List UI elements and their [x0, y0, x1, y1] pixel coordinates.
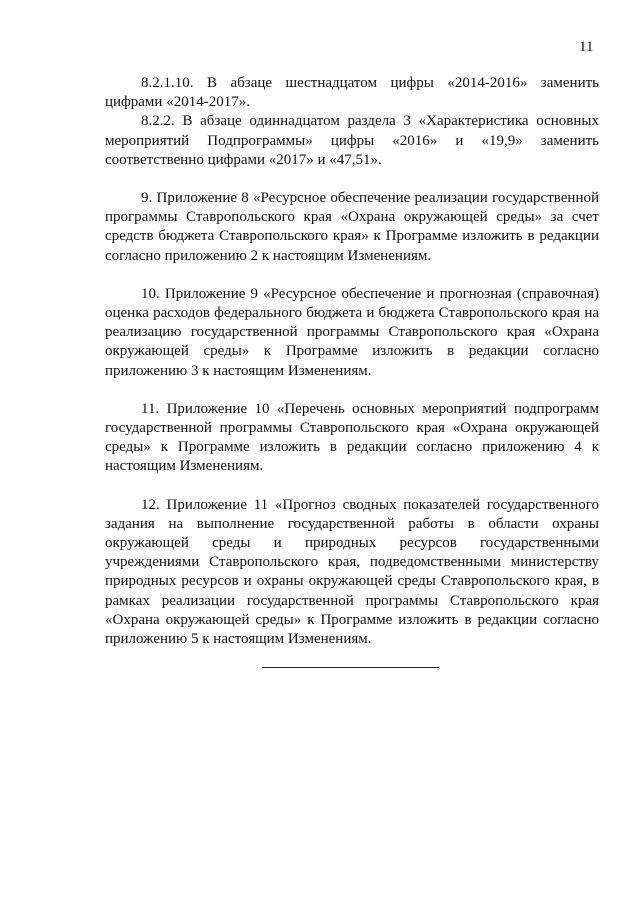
paragraph-12: 12. Приложение 11 «Прогноз сводных показателей государственного задания на выполнение государственной работы в области охраны окружающей среды и природных ресурсов государственными учреждениями Ставропольского края, подведомственными министерству природных ресурсов и охраны окружающей среды Ставропольского края, в рамках реализации государственной программы Ставропольского края «Охрана окружающей среды» к Программе изложить в редакции согласно приложению 5 к настоящим Изменениям. — [105, 496, 599, 648]
closing-divider — [262, 667, 439, 668]
page-number: 11 — [579, 39, 594, 55]
paragraph-8-2-1-10: 8.2.1.10. В абзаце шестнадцатом цифры «2014-2016» заменить цифрами «2014-2017». — [105, 75, 599, 111]
paragraph-9: 9. Приложение 8 «Ресурсное обеспечение реализации государственной программы Ставропольского края «Охрана окружающей среды» за счет средств бюджета Ставропольского края» к Программе изложить в редакции согласно приложению 2 к настоящим Изменениям. — [105, 190, 599, 264]
document-body — [105, 74, 599, 649]
paragraph-10: 10. Приложение 9 «Ресурсное обеспечение и прогнозная (справочная) оценка расходов федерального бюджета и бюджета Ставропольского края на реализацию государственной программы Ставропольского края «Охрана окружающей среды» к Программе изложить в редакции согласно приложению 3 к настоящим Изменениям. — [105, 285, 599, 379]
paragraph-8-2-2: 8.2.2. В абзаце одиннадцатом раздела 3 «Характеристика основных мероприятий Подпрограммы» цифры «2016» и «19,9» заменить соответственно цифрами «2017» и «47,51». — [105, 113, 599, 168]
paragraph-11: 11. Приложение 10 «Перечень основных мероприятий подпрограмм государственной программы Ставропольского края «Охрана окружающей среды» к Программе изложить в редакции согласно приложению 4 к настоящим Изменениям. — [105, 400, 599, 475]
